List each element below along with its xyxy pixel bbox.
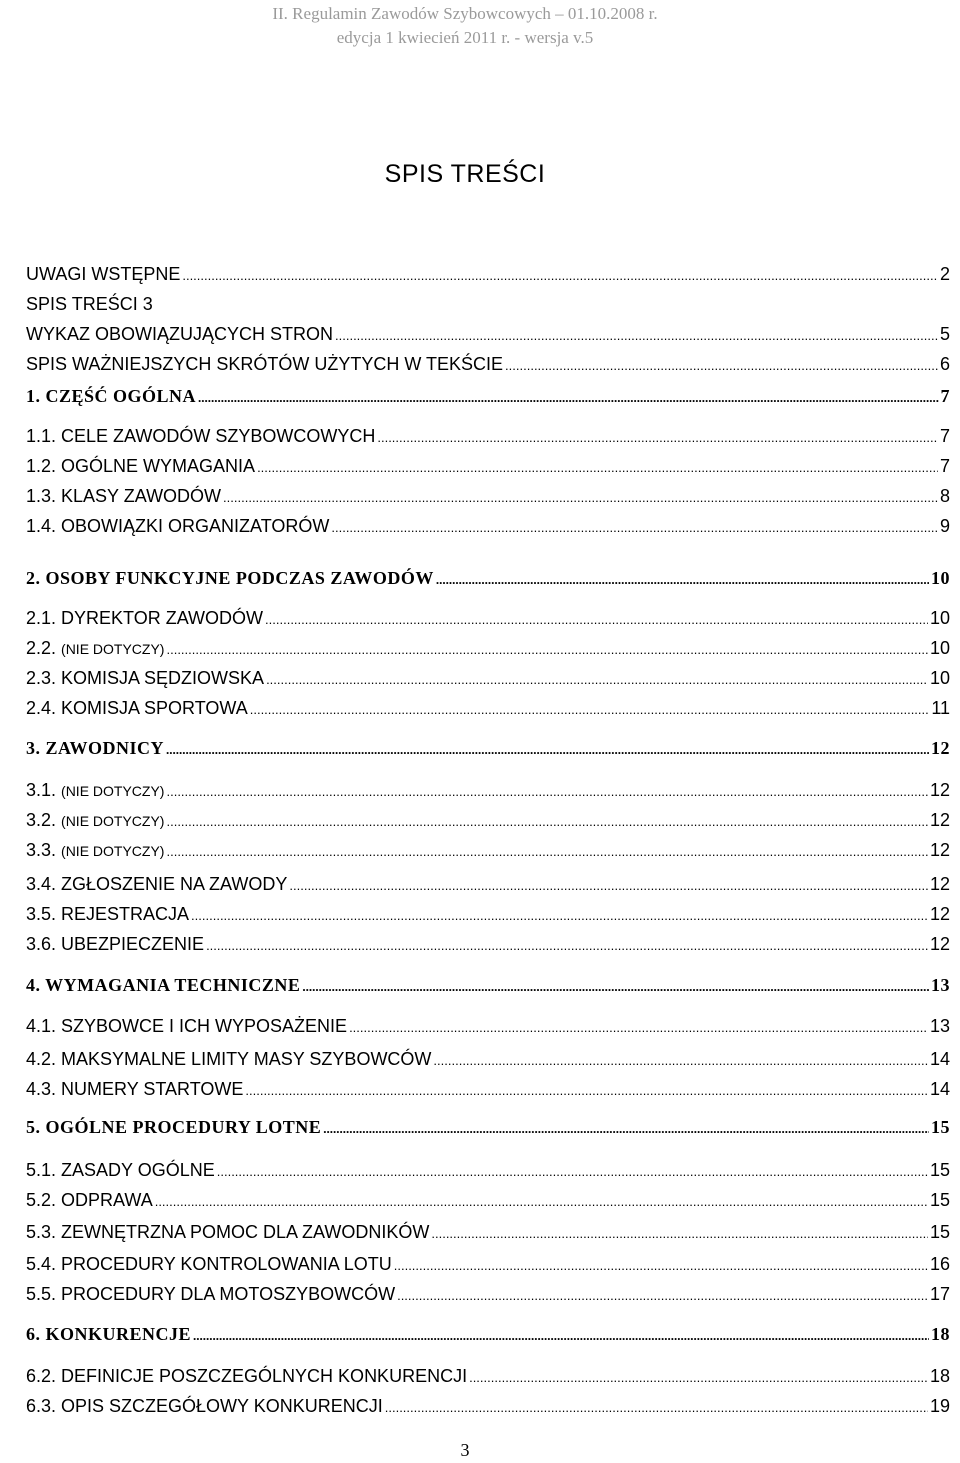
toc-entry[interactable] <box>26 1394 950 1418</box>
toc-leader <box>469 1366 928 1390</box>
toc-entry-page: 8 <box>939 486 950 506</box>
toc-entry-page: 5 <box>939 324 950 344</box>
toc-entry-page: 15 <box>929 1190 950 1210</box>
toc-leader <box>394 1254 928 1278</box>
toc-entry-page: 9 <box>939 516 950 536</box>
toc-entry[interactable] <box>26 1158 950 1182</box>
toc-leader <box>257 456 938 480</box>
toc-entry-page: 13 <box>929 1016 950 1036</box>
toc-entry-note: (NIE DOTYCZY) <box>61 783 165 799</box>
toc-entry[interactable] <box>26 322 950 346</box>
toc-entry-note: (NIE DOTYCZY) <box>61 843 165 859</box>
toc-entry-chapter[interactable] <box>26 566 950 590</box>
toc-entry[interactable] <box>26 484 950 508</box>
toc-leader <box>198 386 938 410</box>
toc-leader <box>245 1079 928 1103</box>
toc-entry[interactable] <box>26 1188 950 1212</box>
toc-entry-page: 13 <box>931 975 950 995</box>
toc-entry[interactable] <box>26 872 950 896</box>
toc-entry-text: 5. OGÓLNE PROCEDURY LOTNE <box>26 1117 322 1137</box>
toc-entry-text <box>26 808 164 833</box>
toc-entry-text: 1.4. OBOWIĄZKI ORGANIZATORÓW <box>26 516 330 536</box>
toc-entry-number: 3.2. <box>26 810 62 830</box>
toc-entry-text: 1.2. OGÓLNE WYMAGANIA <box>26 456 256 476</box>
toc-entry[interactable] <box>26 1077 950 1101</box>
toc-entry-text: 4.2. MAKSYMALNE LIMITY MASY SZYBOWCÓW <box>26 1049 432 1069</box>
toc-entry[interactable] <box>26 838 950 862</box>
header-line-1: II. Regulamin Zawodów Szybowcowych – 01.10.2008 r. <box>272 4 658 23</box>
toc-entry-text: 3. ZAWODNICY <box>26 738 165 758</box>
toc-entry-text: 4.3. NUMERY STARTOWE <box>26 1079 244 1099</box>
toc-entry-text: 5.1. ZASADY OGÓLNE <box>26 1160 215 1180</box>
toc-entry-text: 2. OSOBY FUNKCYJNE PODCZAS ZAWODÓW <box>26 568 434 588</box>
toc-entry[interactable] <box>26 932 950 956</box>
toc-entry-page: 12 <box>931 738 950 758</box>
toc-leader <box>436 568 929 592</box>
toc-leader <box>166 738 929 762</box>
toc-entry-page: 10 <box>931 568 950 588</box>
toc-leader <box>217 1160 928 1184</box>
toc-leader <box>505 354 938 378</box>
toc-entry-text: 2.1. DYREKTOR ZAWODÓW <box>26 608 264 628</box>
toc-entry-text: 5.2. ODPRAWA <box>26 1190 153 1210</box>
toc-entry-text: 6. KONKURENCJE <box>26 1324 192 1344</box>
toc-entry-page: 17 <box>929 1284 950 1304</box>
toc-entry-page: 7 <box>939 426 950 446</box>
toc-entry-page: 10 <box>929 668 950 688</box>
toc-entry-page: 18 <box>931 1324 950 1344</box>
toc-entry-text: 5.3. ZEWNĘTRZNA POMOC DLA ZAWODNIKÓW <box>26 1222 430 1242</box>
toc-entry-page: 10 <box>929 608 950 628</box>
toc-entry-text: 3.5. REJESTRACJA <box>26 904 190 924</box>
toc-entry-page: 12 <box>929 874 950 894</box>
toc-entry-text: 3.6. UBEZPIECZENIE <box>26 934 205 954</box>
toc-entry-page: 19 <box>929 1396 950 1416</box>
toc-entry-chapter[interactable] <box>26 1115 950 1139</box>
toc-entry-number: 3.3. <box>26 840 62 860</box>
toc-entry-number: 2.2. <box>26 638 62 658</box>
toc-leader <box>349 1016 928 1040</box>
toc-leader <box>385 1396 928 1420</box>
toc-entry[interactable] <box>26 262 950 286</box>
toc-entry-page: 15 <box>929 1222 950 1242</box>
toc-entry-text: 1.1. CELE ZAWODÓW SZYBOWCOWYCH <box>26 426 376 446</box>
toc-entry-text: 1.3. KLASY ZAWODÓW <box>26 486 222 506</box>
toc-entry-text: 5.5. PROCEDURY DLA MOTOSZYBOWCÓW <box>26 1284 396 1304</box>
toc-entry-page: 12 <box>929 934 950 954</box>
toc-entry-text: SPIS WAŻNIEJSZYCH SKRÓTÓW UŻYTYCH W TEKŚCIE <box>26 354 504 374</box>
toc-entry-page: 15 <box>931 1117 950 1137</box>
toc-entry-chapter[interactable] <box>26 736 950 760</box>
toc-entry[interactable] <box>26 424 950 448</box>
toc-entry[interactable] <box>26 902 950 926</box>
toc-entry-text <box>26 636 164 661</box>
toc-entry[interactable] <box>26 514 950 538</box>
toc-leader <box>166 840 927 864</box>
toc-entry[interactable] <box>26 292 950 316</box>
page-title: SPIS TREŚCI <box>384 160 546 188</box>
toc-leader <box>155 1190 928 1214</box>
toc-leader <box>323 1117 929 1141</box>
toc-entry[interactable] <box>26 696 950 720</box>
toc-entry-text: UWAGI WSTĘPNE <box>26 264 181 284</box>
toc-entry[interactable] <box>26 666 950 690</box>
toc-entry-page: 12 <box>929 904 950 924</box>
toc-entry-text: 2.3. KOMISJA SĘDZIOWSKA <box>26 668 265 688</box>
toc-leader <box>166 780 927 804</box>
toc-entry[interactable] <box>26 808 950 832</box>
toc-entry-page: 18 <box>929 1366 950 1386</box>
toc-entry-text: 4. WYMAGANIA TECHNICZNE <box>26 975 301 995</box>
toc-entry-text: SPIS TREŚCI 3 <box>26 294 153 314</box>
toc-entry-text: 1. CZĘŚĆ OGÓLNA <box>26 386 197 406</box>
toc-leader <box>302 975 929 999</box>
toc-entry-text: 6.3. OPIS SZCZEGÓŁOWY KONKURENCJI <box>26 1396 383 1416</box>
toc-leader <box>223 486 938 510</box>
toc-entry-text: 4.1. SZYBOWCE I ICH WYPOSAŻENIE <box>26 1016 348 1036</box>
toc-entry-text: 5.4. PROCEDURY KONTROLOWANIA LOTU <box>26 1254 392 1274</box>
toc-leader <box>166 810 927 834</box>
toc-entry-text <box>26 838 164 863</box>
document-header <box>0 2 930 50</box>
toc-entry[interactable] <box>26 1252 950 1276</box>
toc-leader <box>265 608 928 632</box>
toc-entry-page: 7 <box>939 456 950 476</box>
toc-entry[interactable] <box>26 1220 950 1244</box>
toc-entry[interactable] <box>26 1364 950 1388</box>
toc-entry-page: 15 <box>929 1160 950 1180</box>
toc-entry-text: WYKAZ OBOWIĄZUJĄCYCH STRON <box>26 324 334 344</box>
toc-leader <box>182 264 938 288</box>
toc-entry[interactable] <box>26 352 950 376</box>
toc-entry-page: 6 <box>939 354 950 374</box>
toc-entry-page: 7 <box>940 386 950 406</box>
toc-leader <box>206 934 928 958</box>
toc-entry-note: (NIE DOTYCZY) <box>61 641 165 657</box>
toc-entry-page: 12 <box>929 810 950 830</box>
toc-entry[interactable] <box>26 636 950 660</box>
toc-entry-text: 6.2. DEFINICJE POSZCZEGÓLNYCH KONKURENCJI <box>26 1366 468 1386</box>
toc-entry-chapter[interactable] <box>26 973 950 997</box>
toc-entry-page: 12 <box>929 780 950 800</box>
toc-leader <box>331 516 938 540</box>
toc-entry-page: 10 <box>929 638 950 658</box>
toc-entry-text: 3.4. ZGŁOSZENIE NA ZAWODY <box>26 874 288 894</box>
toc-entry-page: 12 <box>929 840 950 860</box>
toc-entry-text <box>26 778 164 803</box>
toc-entry[interactable] <box>26 454 950 478</box>
page-number: 3 <box>460 1440 470 1460</box>
toc-leader <box>266 668 928 692</box>
toc-entry-page: 16 <box>929 1254 950 1274</box>
toc-entry-page: 14 <box>929 1079 950 1099</box>
toc-leader <box>191 904 928 928</box>
toc-entry-text: 2.4. KOMISJA SPORTOWA <box>26 698 248 718</box>
toc-leader <box>335 324 938 348</box>
toc-leader <box>431 1222 928 1246</box>
toc-entry[interactable] <box>26 1014 950 1038</box>
toc-leader <box>250 698 930 722</box>
toc-leader <box>166 638 927 662</box>
toc-entry-page: 14 <box>929 1049 950 1069</box>
toc-entry[interactable] <box>26 1282 950 1306</box>
toc-entry-number: 3.1. <box>26 780 62 800</box>
toc-entry[interactable] <box>26 778 950 802</box>
toc-entry-note: (NIE DOTYCZY) <box>61 813 165 829</box>
toc-leader <box>377 426 938 450</box>
toc-entry-page: 2 <box>939 264 950 284</box>
toc-entry[interactable] <box>26 1047 950 1071</box>
toc-leader <box>289 874 928 898</box>
toc-leader <box>193 1324 929 1348</box>
toc-entry-chapter[interactable] <box>26 384 950 408</box>
toc-leader <box>397 1284 928 1308</box>
toc-entry-page: 11 <box>931 698 950 718</box>
toc-entry[interactable] <box>26 606 950 630</box>
toc-entry-chapter[interactable] <box>26 1322 950 1346</box>
toc-leader <box>433 1049 928 1073</box>
header-line-2: edycja 1 kwiecień 2011 r. - wersja v.5 <box>336 28 594 47</box>
